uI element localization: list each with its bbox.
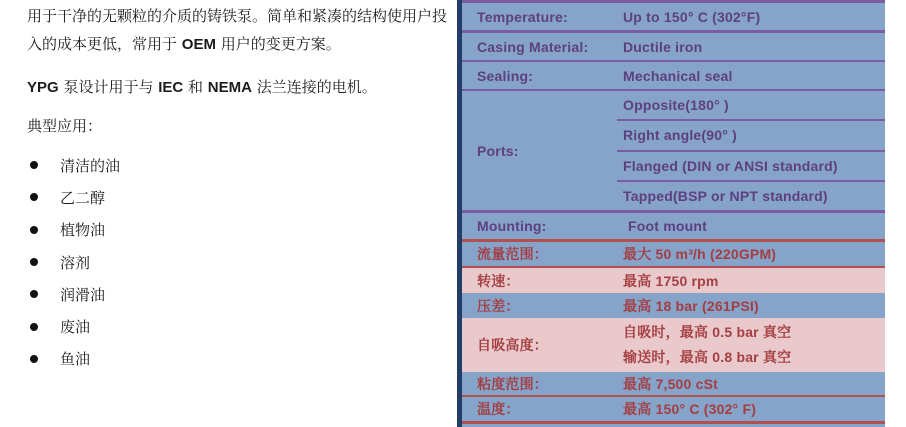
table-row: [462, 3, 885, 30]
row-value: 最高 7,500 cSt: [623, 375, 718, 392]
row-value-line1: 自吸时，最高 0.5 bar 真空: [623, 324, 792, 340]
row-label: 温度：: [477, 401, 520, 417]
table-row-ports: [462, 91, 885, 210]
row-value: 最大 50 m³/h (220GPM): [623, 246, 777, 262]
table-row: [462, 318, 885, 372]
acronym-nema: NEMA: [207, 79, 252, 96]
bullet-icon: [30, 161, 38, 169]
motor-text-3: 法兰连接的电机。: [251, 78, 377, 96]
table-row: [462, 372, 885, 395]
row-label: 粘度范围：: [477, 375, 548, 392]
list-item: [30, 149, 120, 181]
list-item-label: 润滑油: [60, 285, 106, 304]
intro-paragraph: [27, 2, 451, 59]
table-row: [462, 293, 885, 318]
acronym-oem: OEM: [181, 36, 216, 53]
row-label: Sealing:: [477, 67, 534, 84]
row-value: Mechanical seal: [623, 67, 733, 84]
bullet-icon: [30, 258, 38, 266]
list-item-label: 废油: [60, 318, 91, 337]
intro-text: 用于干净的无颗粒的介质的铸铁泵。简单和紧凑的结构使用户投入的成本更低，常用于: [27, 7, 448, 53]
list-item: [30, 343, 120, 375]
list-item: [30, 214, 120, 246]
row-label: Casing Material:: [477, 38, 589, 55]
motor-text-2: 和: [183, 78, 208, 96]
bullet-icon: [30, 355, 38, 363]
row-value: [623, 318, 885, 372]
bullet-icon: [30, 290, 38, 298]
row-value: Foot mount: [628, 218, 707, 234]
motor-text-1: 泵设计用于与: [58, 78, 159, 96]
row-label: 转速：: [477, 272, 520, 289]
port-option: Flanged (DIN or ANSI standard): [617, 152, 885, 182]
row-label: 自吸高度：: [477, 337, 548, 353]
table-row: [462, 397, 885, 421]
intro-text-end: 用户的变更方案。: [215, 35, 341, 53]
row-value: Ductile iron: [623, 38, 703, 55]
port-option: Opposite(180° ): [617, 91, 885, 121]
table-row: [462, 268, 885, 293]
list-item-label: 鱼油: [60, 350, 91, 369]
bullet-icon: [30, 193, 38, 201]
row-value: 最高 150° C (302° F): [623, 401, 757, 417]
table-row: [462, 242, 885, 266]
acronym-iec: IEC: [158, 79, 184, 96]
row-label: 流量范围：: [477, 246, 548, 262]
bullet-icon: [30, 323, 38, 331]
table-body: [462, 0, 885, 427]
bullet-icon: [30, 226, 38, 234]
row-value: 最高 1750 rpm: [623, 272, 719, 289]
row-label: 压差：: [477, 297, 520, 314]
table-row: [462, 213, 885, 239]
list-item: [30, 278, 120, 310]
table-row: [462, 62, 885, 89]
port-option: Right angle(90° ): [617, 121, 885, 151]
list-item-label: 溶剂: [60, 253, 91, 272]
list-item-label: 清洁的油: [60, 156, 121, 175]
row-value: Up to 150° C (302°F): [623, 8, 761, 25]
applications-list: [30, 149, 120, 375]
typical-applications-heading: 典型应用：: [27, 117, 103, 135]
list-item: [30, 181, 120, 213]
list-item: [30, 246, 120, 278]
table-row: [462, 33, 885, 60]
acronym-ypg: YPG: [27, 79, 59, 96]
port-option: Tapped(BSP or NPT standard): [623, 187, 828, 204]
list-item: [30, 310, 120, 342]
row-label: Ports:: [477, 142, 519, 159]
motor-paragraph: [27, 73, 451, 102]
list-item-label: 乙二醇: [60, 188, 106, 207]
list-item-label: 植物油: [60, 221, 106, 240]
row-value: 最高 18 bar (261PSI): [623, 297, 759, 314]
row-label: Mounting:: [477, 218, 547, 234]
row-value-line2: 输送时，最高 0.8 bar 真空: [623, 349, 792, 365]
spec-table: [457, 0, 885, 427]
row-label: Temperature:: [477, 8, 568, 25]
ports-values: [617, 91, 885, 210]
